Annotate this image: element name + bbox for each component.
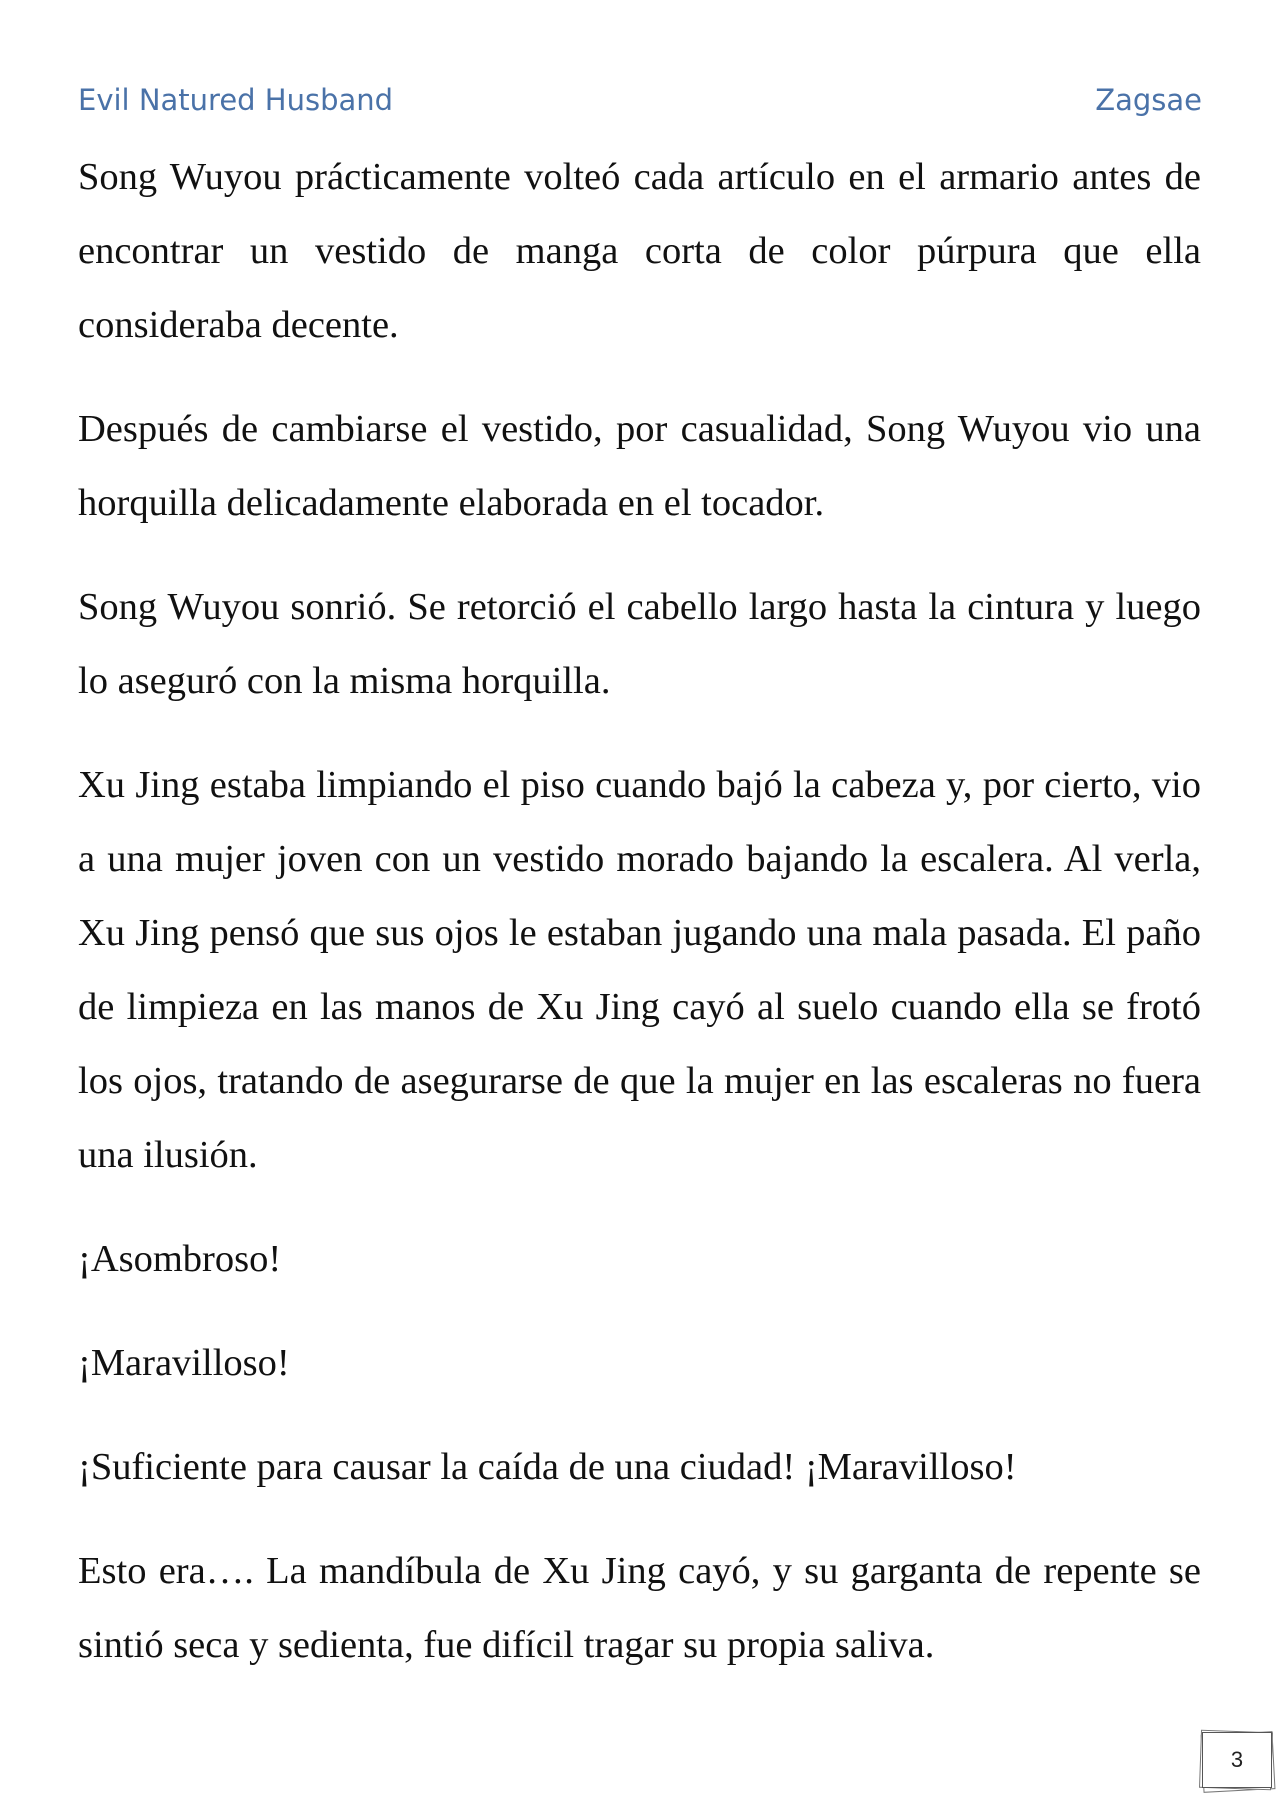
paragraph: Después de cambiarse el vestido, por casualidad, Song Wuyou vio una horquilla delicadamente elaborada en el tocador.	[78, 408, 1201, 524]
paragraph: Song Wuyou sonrió. Se retorció el cabello largo hasta la cintura y luego lo aseguró con la misma horquilla.	[78, 586, 1201, 702]
header-book-title: Evil Natured Husband	[78, 83, 394, 117]
paragraph: ¡Asombroso!	[78, 1238, 282, 1280]
header-author: Zagsae	[1095, 83, 1202, 117]
page-header	[78, 78, 1202, 122]
paragraph: ¡Suficiente para causar la caída de una ciudad! ¡Maravilloso!	[78, 1446, 1017, 1488]
paragraph: Xu Jing estaba limpiando el piso cuando bajó la cabeza y, por cierto, vio a una mujer joven con un vestido morado bajando la escalera. Al verla, Xu Jing pensó que sus ojos le estaban jugando una mala pasada. El paño de limpieza en las manos de Xu Jing cayó al suelo cuando ella se frotó los ojos, tratando de asegurarse de que la mujer en las escaleras no fuera una ilusión.	[78, 764, 1201, 1176]
page-number: 3	[1230, 1747, 1244, 1772]
paragraph: Esto era…. La mandíbula de Xu Jing cayó, y su garganta de repente se sintió seca y sedienta, fue difícil tragar su propia saliva.	[78, 1550, 1201, 1666]
paragraph: Song Wuyou prácticamente volteó cada artículo en el armario antes de encontrar un vestido de manga corta de color púrpura que ella consideraba decente.	[78, 156, 1201, 346]
body-text	[78, 140, 1201, 1712]
page-number-box	[1198, 1727, 1278, 1793]
paragraph: ¡Maravilloso!	[78, 1342, 290, 1384]
